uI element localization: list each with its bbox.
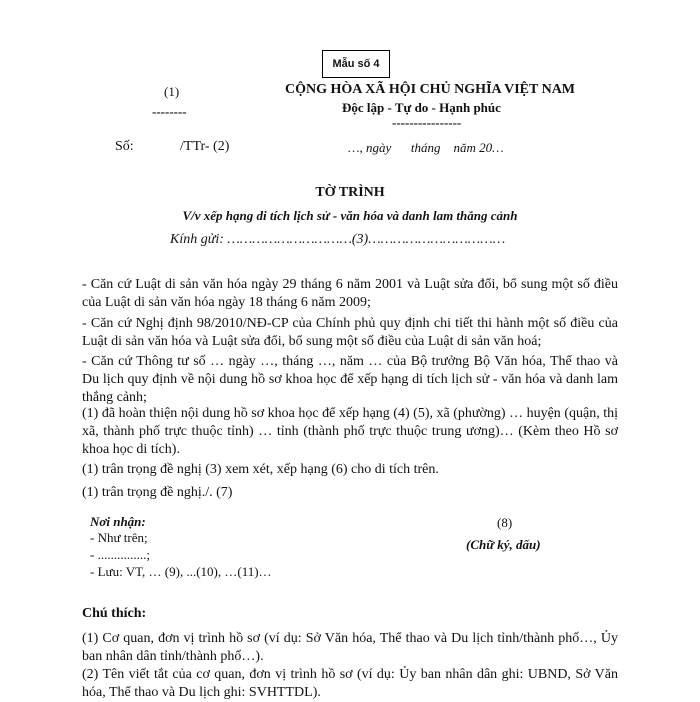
- recipient-item-2: - ...............;: [90, 547, 150, 562]
- document-date: …, ngày tháng năm 20…: [348, 140, 504, 155]
- document-title: TỜ TRÌNH: [315, 185, 385, 200]
- body-paragraph-5: (1) trân trọng đề nghị (3) xem xét, xếp hạng (6) cho di tích trên.: [82, 462, 439, 477]
- recipient-item-3: - Lưu: VT, … (9), ...(10), …(11)…: [90, 564, 272, 579]
- recipient-item-1: - Như trên;: [90, 530, 148, 545]
- form-number-box: Mẫu số 4: [322, 50, 390, 78]
- document-title-wrap: [0, 185, 700, 201]
- body-paragraph-2: - Căn cứ Nghị định 98/2010/NĐ-CP của Chính phủ quy định chi tiết thi hành một số điều của Luật di sản văn hóa và Luật sửa đổi, bổ sung một số điều của Luật di sản văn hoá;: [82, 316, 618, 349]
- agency-divider: --------: [152, 104, 187, 119]
- national-motto: Độc lập - Tự do - Hạnh phúc: [342, 100, 501, 115]
- note-1: (1) Cơ quan, đơn vị trình hồ sơ (ví dụ: Sở Văn hóa, Thể thao và Du lịch tỉnh/thành phố…, Ủy ban nhân dân tỉnh/thành phố…).: [82, 631, 618, 664]
- nation-heading: CỘNG HÒA XÃ HỘI CHỦ NGHĨA VIỆT NAM: [285, 82, 576, 97]
- document-number-label: Số:: [115, 139, 134, 154]
- recipient-line: Kính gửi: …………………………(3)……………………………: [170, 232, 506, 247]
- signature-note: (Chữ ký, dấu): [466, 537, 541, 552]
- document-number-value: /TTr- (2): [180, 139, 230, 154]
- signature-ref: (8): [497, 515, 513, 530]
- body-paragraph-1: - Căn cứ Luật di sản văn hóa ngày 29 tháng 6 năm 2001 và Luật sửa đổi, bổ sung một số điều của Luật di sản văn hóa ngày 18 tháng 6 năm 2009;: [82, 277, 618, 310]
- recipients-heading: Nơi nhận:: [90, 514, 146, 529]
- notes-heading: Chú thích:: [82, 606, 147, 621]
- body-paragraph-6: (1) trân trọng đề nghị./. (7): [82, 485, 233, 500]
- document-subject: V/v xếp hạng di tích lịch sử - văn hóa và danh lam thắng cảnh: [182, 208, 518, 223]
- motto-divider: ----------------: [392, 115, 462, 130]
- note-2: (2) Tên viết tắt của cơ quan, đơn vị trình hồ sơ (ví dụ: Ủy ban nhân dân ghi: UBND, Sở Văn hóa, Thể thao và Du lịch ghi: SVHTTDL).: [82, 667, 618, 700]
- body-paragraph-3: - Căn cứ Thông tư số … ngày …, tháng …, năm … của Bộ trưởng Bộ Văn hóa, Thể thao và Du lịch quy định về nội dung hồ sơ khoa học để xếp hạng di tích lịch sử - văn hóa và danh lam thắng cảnh;: [82, 354, 618, 405]
- agency-ref: (1): [164, 84, 180, 99]
- body-paragraph-4: (1) đã hoàn thiện nội dung hồ sơ khoa học để xếp hạng (4) (5), xã (phường) … huyện (quận, thị xã, thành phố trực thuộc tỉnh) … tỉnh (thành phố trực thuộc trung ương)… (Kèm theo Hồ sơ khoa học di tích).: [82, 406, 618, 457]
- document-subject-wrap: [0, 208, 700, 224]
